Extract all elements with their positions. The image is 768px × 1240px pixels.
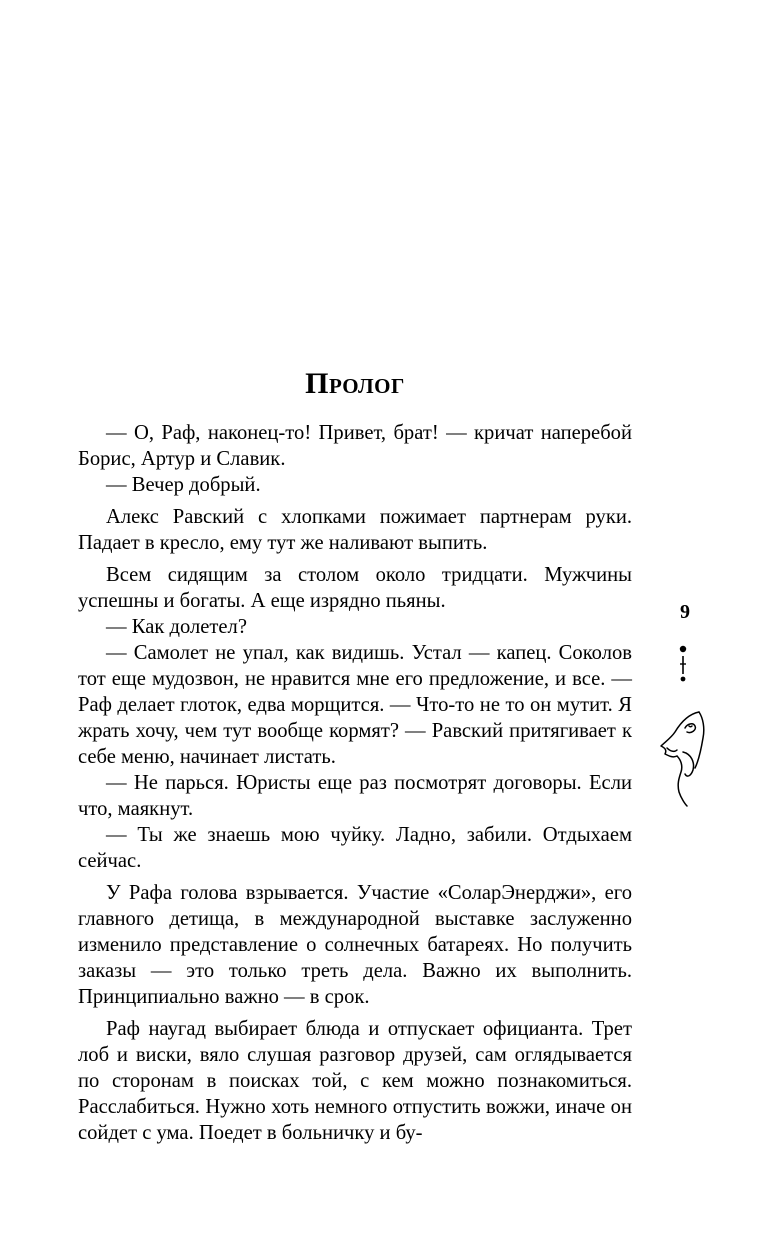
paragraph-4: Всем сидящим за столом около тридцати. Мужчины успешны и богаты. А еще изрядно пьяны. bbox=[78, 564, 632, 612]
face-profile-sketch-icon bbox=[655, 708, 711, 813]
page-number: 9 bbox=[680, 601, 690, 623]
paragraph-3: Алекс Равский с хлопками пожимает партнерам руки. Падает в кресло, ему тут же наливают выпить. bbox=[78, 506, 632, 554]
paragraph-6: — Самолет не упал, как видишь. Устал — капец. Соколов тот еще мудозвон, не нравится мне его предложение, и все. — Раф делает глоток, едва морщится. — Что-то не то он мутит. Я жрать хочу, чем тут вообще кормят? — Равский притягивает к себе меню, начинает листать. bbox=[78, 642, 632, 768]
paragraph-1: — О, Раф, наконец-то! Привет, брат! — кричат наперебой Борис, Артур и Славик. bbox=[78, 422, 632, 470]
text-body bbox=[78, 420, 632, 1146]
dot-dash-ornament-icon bbox=[676, 644, 690, 689]
paragraph-10: Раф наугад выбирает блюда и отпускает официанта. Трет лоб и виски, вяло слушая разговор друзей, сам оглядывается по сторонам в поисках той, с кем можно познакомиться. Расслабиться. Нужно хоть немного отпустить вожжи, иначе он сойдет с ума. Поедет в больничку и бу- bbox=[78, 1018, 632, 1144]
paragraph-8: — Ты же знаешь мою чуйку. Ладно, забили. Отдыхаем сейчас. bbox=[78, 824, 632, 872]
paragraph-5: — Как долетел? bbox=[106, 616, 247, 638]
paragraph-9: У Рафа голова взрывается. Участие «СоларЭнерджи», его главного детища, в международной выставке заслуженно изменило представление о солнечных батареях. Но получить заказы — это только треть дела. Важно их выполнить. Принципиально важно — в срок. bbox=[78, 882, 632, 1008]
paragraph-2: — Вечер добрый. bbox=[106, 474, 261, 496]
paragraph-7: — Не парься. Юристы еще раз посмотрят договоры. Если что, маякнут. bbox=[78, 772, 632, 820]
chapter-title: Пролог bbox=[305, 367, 405, 400]
